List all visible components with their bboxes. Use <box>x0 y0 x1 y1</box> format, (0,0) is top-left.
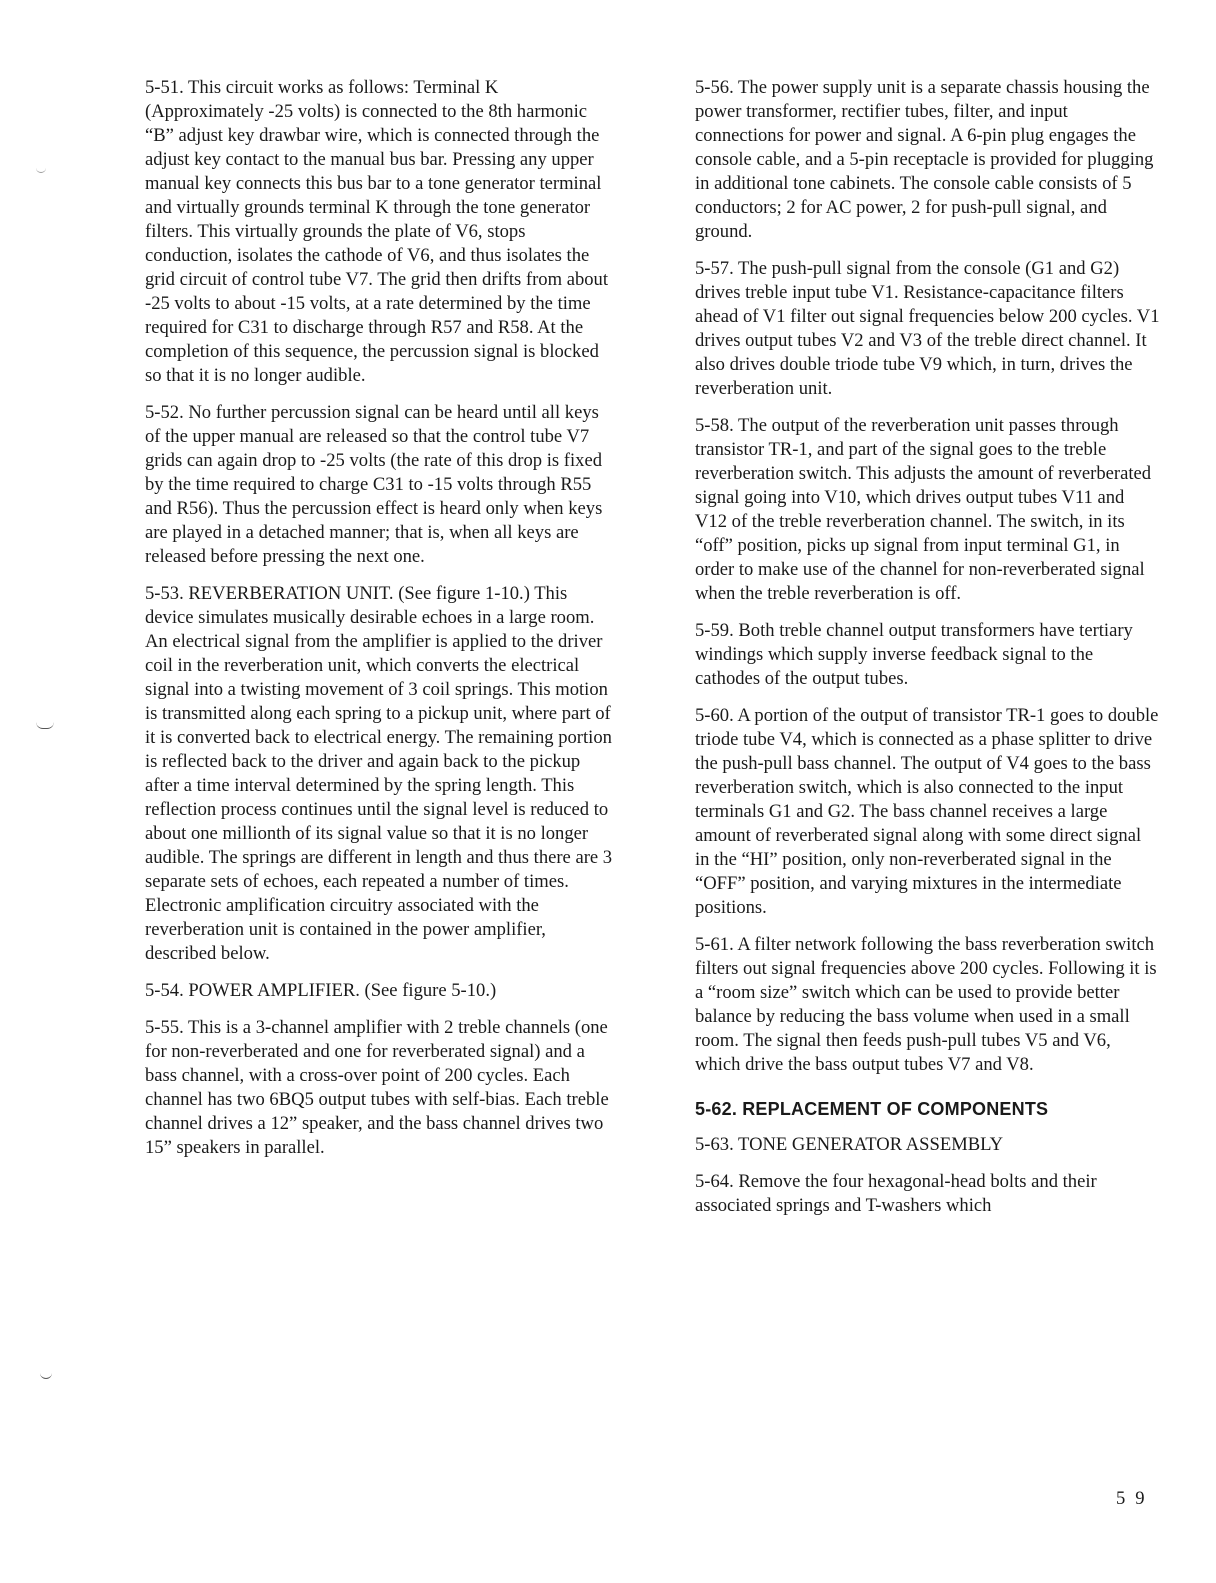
margin-mark <box>40 1372 52 1379</box>
left-column <box>145 76 615 1173</box>
paragraph-5-60: 5-60. A portion of the output of transistor TR-1 goes to double triode tube V4, which is connected as a phase splitter to drive the push-pull bass channel. The output of V4 goes to the bass reverberation switch, which is also connected to the input terminals G1 and G2. The bass channel receives a large amount of reverberated signal along with some direct signal in the “HI” position, only non-reverberated signal in the “OFF” position, and varying mixtures in the intermediate positions. <box>695 705 1159 918</box>
paragraph-5-58: 5-58. The output of the reverberation unit passes through transistor TR-1, and part of the signal goes to the treble reverberation switch. This adjusts the amount of reverberated signal going into V10, which drives output tubes V11 and V12 of the treble reverberation channel. The switch, in its “off” position, picks up signal from input terminal G1, in order to make use of the channel for non-reverberated signal when the treble reverberation is off. <box>695 415 1152 604</box>
paragraph-5-59: 5-59. Both treble channel output transformers have tertiary windings which supply inverse feedback signal to the cathodes of the output tubes. <box>695 620 1133 689</box>
paragraph-5-55: 5-55. This is a 3-channel amplifier with 2 treble channels (one for non-reverberated and one for reverberated signal) and a bass channel, with a cross-over point of 200 cycles. Each channel has two 6BQ5 output tubes with self-bias. Each treble channel drives a 12” speaker, and the bass channel drives two 15” speakers in parallel. <box>145 1017 609 1158</box>
paragraph-5-52: 5-52. No further percussion signal can be heard until all keys of the upper manual are released so that the control tube V7 grids can again drop to -25 volts (the rate of this drop is fixed by the time required to charge C31 to -15 volts through R55 and R56). Thus the percussion effect is heard only when keys are played in a detached manner; that is, when all keys are released before pressing the next one. <box>145 402 603 567</box>
subsection-heading: 5-63. TONE GENERATOR ASSEMBLY <box>695 1134 1004 1155</box>
paragraph-5-57: 5-57. The push-pull signal from the console (G1 and G2) drives treble input tube V1. Resistance-capacitance filters ahead of V1 filter out signal frequencies below 200 cycles. V1 drives output tubes V2 and V3 of the treble direct channel. It also drives double triode tube V9 which, in turn, drives the reverberation unit. <box>695 258 1160 399</box>
margin-mark <box>36 166 46 173</box>
paragraph-5-51: 5-51. This circuit works as follows: Terminal K (Approximately -25 volts) is connected to the 8th harmonic “B” adjust key drawbar wire, which is connected through the adjust key contact to the manual bus bar. Pressing any upper manual key connects this bus bar to a tone generator terminal and virtually grounds terminal K through the tone generator filters. This virtually grounds the plate of V6, stops conduction, isolates the cathode of V6, and thus isolates the grid circuit of control tube V7. The grid then drifts from about -25 volts to about -15 volts, at a rate determined by the time required for C31 to discharge through R57 and R58. At the completion of this sequence, the percussion signal is blocked so that it is no longer audible. <box>145 77 609 386</box>
paragraph-5-53: 5-53. REVERBERATION UNIT. (See figure 1-10.) This device simulates musically desirable echoes in a large room. An electrical signal from the amplifier is applied to the driver coil in the reverberation unit, which converts the electrical signal into a twisting movement of 3 coil springs. This motion is transmitted along each spring to a pickup unit, where part of it is converted back to electrical energy. The remaining portion is reflected back to the driver and again back to the pickup after a time interval determined by the spring length. This reflection process continues until the signal level is reduced to about one millionth of its signal value so that it is no longer audible. The springs are different in length and thus there are 3 separate sets of echoes, each repeated a number of times. Electronic amplification circuitry associated with the reverberation unit is contained in the power amplifier, described below. <box>145 583 613 964</box>
paragraph-5-61: 5-61. A filter network following the bass reverberation switch filters out signal frequencies above 200 cycles. Following it is a “room size” switch which can be used to provide better balance by reducing the bass volume when used in a small room. The signal then feeds push-pull tubes V5 and V6, which drive the bass output tubes V7 and V8. <box>695 934 1157 1075</box>
margin-mark <box>36 722 54 729</box>
paragraph-5-64: 5-64. Remove the four hexagonal-head bolts and their associated springs and T-washers which <box>695 1171 1097 1216</box>
section-heading: 5-62. REPLACEMENT OF COMPONENTS <box>695 1099 1049 1119</box>
right-column <box>695 76 1160 1231</box>
paragraph-5-56: 5-56. The power supply unit is a separate chassis housing the power transformer, rectifier tubes, filter, and input connections for power and signal. A 6-pin plug engages the console cable, and a 5-pin receptacle is provided for plugging in additional tone cabinets. The console cable consists of 5 conductors; 2 for AC power, 2 for push-pull signal, and ground. <box>695 77 1154 242</box>
page-number: 59 <box>1116 1488 1155 1509</box>
paragraph-5-54: 5-54. POWER AMPLIFIER. (See figure 5-10.) <box>145 980 497 1001</box>
